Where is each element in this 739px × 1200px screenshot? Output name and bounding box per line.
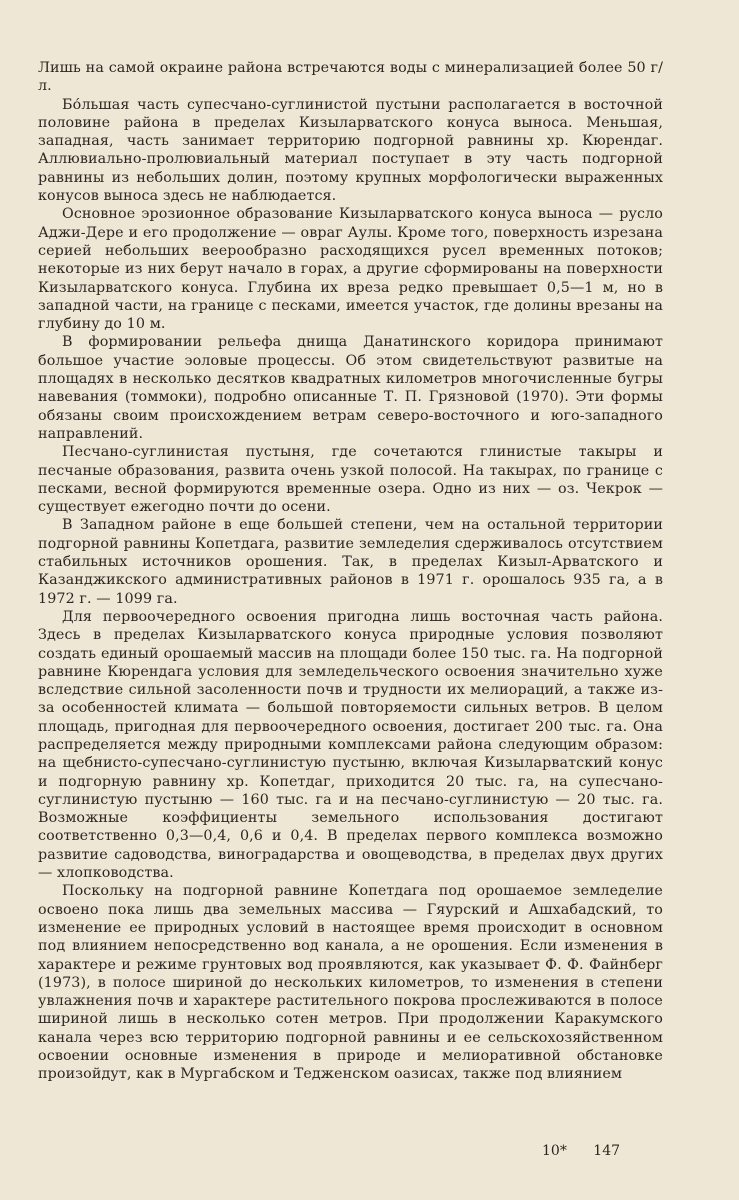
paragraph: Для первоочередного освоения пригодна лишь восточная часть района. Здесь в пределах Кизыларватского конуса природные условия позволяют создать единый орошаемый массив на площади более 150 тыс. га. На подгорной равнине Кюрендага условия для земледельческого освоения значительно хуже вследствие сильной засоленности почв и трудности их мелиораций, а также из-за особенностей климата — большой повторяемости сильных ветров. В целом площадь, пригодная для первоочередного освоения, достигает 200 тыс. га. Она распределяется между природными комплексами района следующим образом: на щебнисто-супесчано-суглинистую пустыню, включая Кизыларватский конус и подгорную равнину хр. Копетдаг, приходится 20 тыс. га, на супесчано-суглинистую пустыню — 160 тыс. га и на песчано-суглинистую — 20 тыс. га. Возможные коэффициенты земельного использования достигают соответственно 0,3—0,4, 0,6 и 0,4. В пределах первого комплекса возможно развитие садоводства, виноградарства и овощеводства, в пределах двух других — хлопководства. (38, 608, 663, 882)
paragraph: Бо́льшая часть супесчано-суглинистой пустыни располагается в восточной половине района в пределах Кизыларватского конуса выноса. Меньшая, западная, часть занимает территорию подгорной равнины хр. Кюрендаг. Аллювиально-пролювиальный материал поступает в эту часть подгорной равнины из небольших долин, поэтому крупных морфологически выраженных конусов выноса здесь не наблюдается. (38, 96, 663, 205)
paragraph: В формировании рельефа днища Данатинского коридора принимают большое участие эоловые процессы. Об этом свидетельствуют развитые на площадях в несколько десятков квадратных километров многочисленные бугры навевания (томмоки), подробно описанные Т. П. Грязновой (1970). Эти формы обязаны своим происхождением ветрам северо-восточного и юго-западного направлений. (38, 334, 663, 442)
page-number: 147 (593, 1143, 621, 1159)
paragraph: Основное эрозионное образование Кизыларватского конуса выноса — русло Аджи-Дере и его продолжение — овраг Аулы. Кроме того, поверхность изрезана серией небольших веерообразно расходящихся русел временных потоков; некоторые из них берут начало в горах, а другие сформированы на поверхности Кизыларватского конуса. Глубина их вреза редко превышает 0,5—1 м, но в западной части, на границе с песками, имеется участок, где долины врезаны на глубину до 10 м. (38, 206, 663, 333)
paragraph: Поскольку на подгорной равнине Копетдага под орошаемое земледелие освоено пока лишь два земельных массива — Гяурский и Ашхабадский, то изменение ее природных условий в настоящее время происходит в основном под влиянием непосредственно вод канала, а не орошения. Если изменения в характере и режиме грунтовых вод проявляются, как указывает Ф. Ф. Файнберг (1973), в полосе шириной до нескольких километров, то изменения в степени увлажнения почв и характере растительного покрова прослеживаются в полосе шириной лишь в несколько сотен метров. При продолжении Каракумского канала через всю территорию подгорной равнины и ее сельскохозяйственном освоении основные изменения в природе и мелиоративной обстановке произойдут, как в Мургабском и Тедженском оазисах, также под влиянием (38, 883, 663, 1083)
signature-mark: 10* (542, 1143, 567, 1159)
paragraph: В Западном районе в еще большей степени, чем на остальной территории подгорной равнины Копетдага, развитие земледелия сдерживалось отсутствием стабильных источников орошения. Так, в пределах Кизыл-Арватского и Казанджикского административных районов в 1971 г. орошалось 935 га, а в 1972 г. — 1099 га. (38, 517, 663, 607)
body-text (38, 59, 663, 1084)
paragraph: Песчано-суглинистая пустыня, где сочетаются глинистые такыры и песчаные образования, развита очень узкой полосой. На такырах, по границе с песками, весной формируются временные озера. Одно из них — оз. Чекрок — существует ежегодно почти до осени. (38, 444, 663, 516)
paragraph: Лишь на самой окраине района встречаются воды с минерализацией более 50 г/л. (38, 60, 663, 95)
page-footer (542, 1143, 620, 1159)
